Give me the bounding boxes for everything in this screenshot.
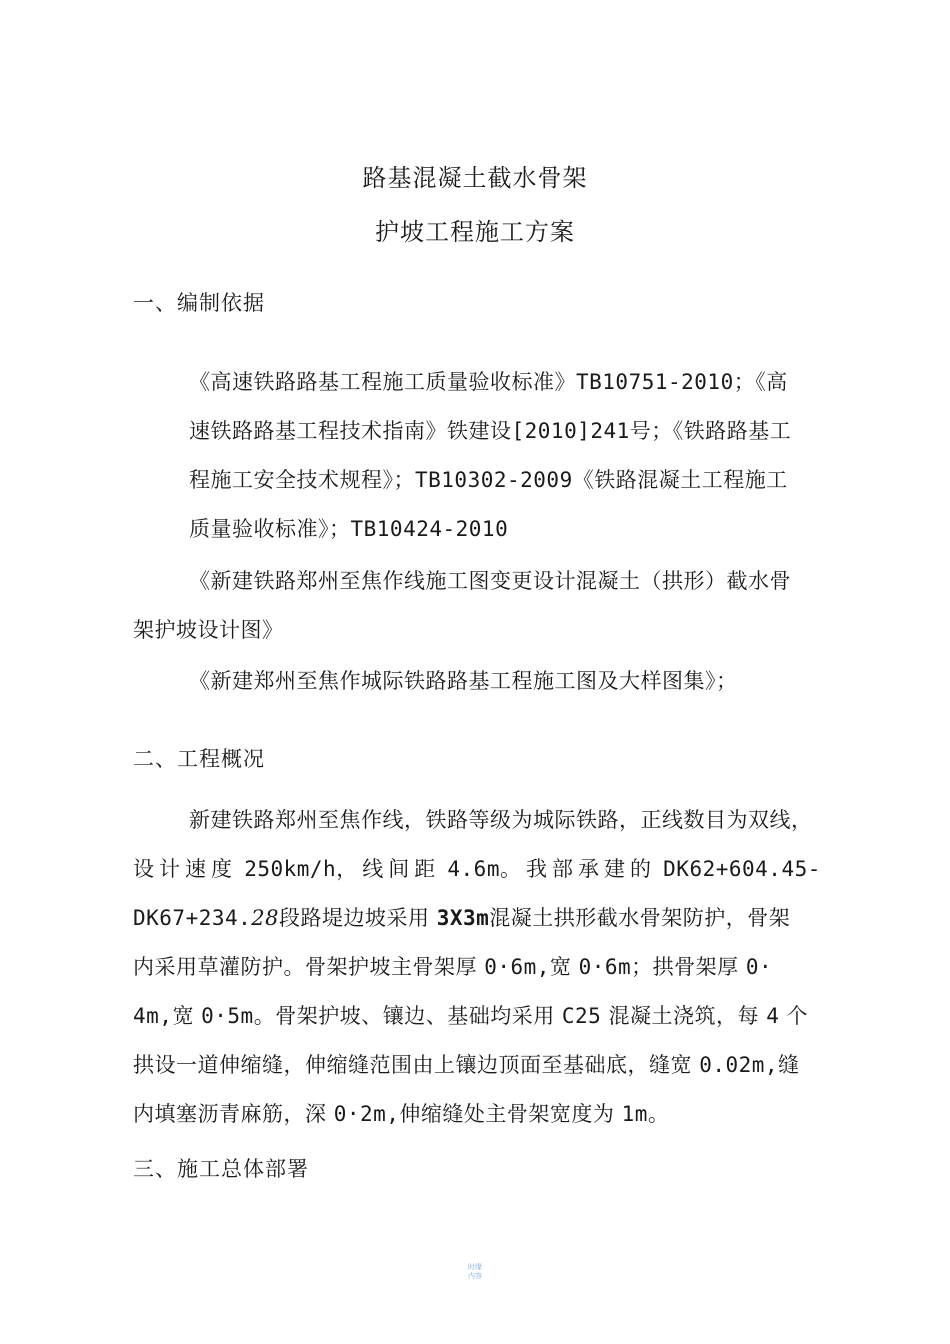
section-heading-deployment: 三、施工总体部署	[133, 1157, 309, 1181]
text-line: 内采用草灌防护。骨架护坡主骨架厚 0·6m,宽 0·6m；拱骨架厚 0·	[133, 955, 773, 979]
text-line: 程施工安全技术规程》；TB10302-2009《铁路混凝土工程施工	[189, 468, 788, 492]
overview-paragraph	[133, 796, 833, 1139]
document-title-line1: 路基混凝土截水骨架	[362, 164, 588, 192]
text-line: 内填塞沥青麻筋，深 0·2m,伸缩缝处主骨架宽度为 1m。	[133, 1102, 670, 1126]
text-line: DK67+234.28段路堤边坡采用 3X3m混凝土拱形截水骨架防护，骨架	[133, 906, 791, 930]
text-line: 新建铁路郑州至焦作线，铁路等级为城际铁路，正线数目为双线，	[189, 808, 813, 832]
basis-paragraph-standards	[189, 358, 839, 554]
text-line: 设计速度 250km/h，线间距 4.6m。我部承建的 DK62+604.45-	[133, 857, 821, 881]
text-line: 架护坡设计图》	[133, 618, 284, 642]
basis-paragraph-design-drawings	[133, 557, 833, 655]
section-heading-overview: 二、工程概况	[133, 747, 265, 771]
text-line: 《新建郑州至焦作城际铁路路基工程施工图及大样图集》；	[189, 669, 738, 693]
text-line: 质量验收标准》；TB10424-2010	[189, 517, 509, 541]
document-title-line2: 护坡工程施工方案	[375, 218, 575, 246]
footer-watermark	[0, 1263, 950, 1281]
text-line: 拱设一道伸缩缝，伸缩缝范围由上镶边顶面至基础底，缝宽 0.02m,缝	[133, 1053, 800, 1077]
section-heading-basis: 一、编制依据	[133, 291, 265, 315]
text-line: 速铁路路基工程技术指南》铁建设[2010]241号；《铁路路基工	[189, 419, 792, 443]
footer-watermark-line2: 内容	[468, 1272, 482, 1280]
text-line: 《新建铁路郑州至焦作线施工图变更设计混凝土（拱形）截水骨	[189, 569, 791, 593]
text-line: 《高速铁路路基工程施工质量验收标准》TB10751-2010；《高	[189, 370, 788, 394]
footer-watermark-line1: 时缘	[468, 1263, 482, 1271]
text-line: 4m,宽 0·5m。骨架护坡、镶边、基础均采用 C25 混凝土浇筑，每 4 个	[133, 1004, 809, 1028]
basis-paragraph-atlas	[133, 657, 853, 706]
